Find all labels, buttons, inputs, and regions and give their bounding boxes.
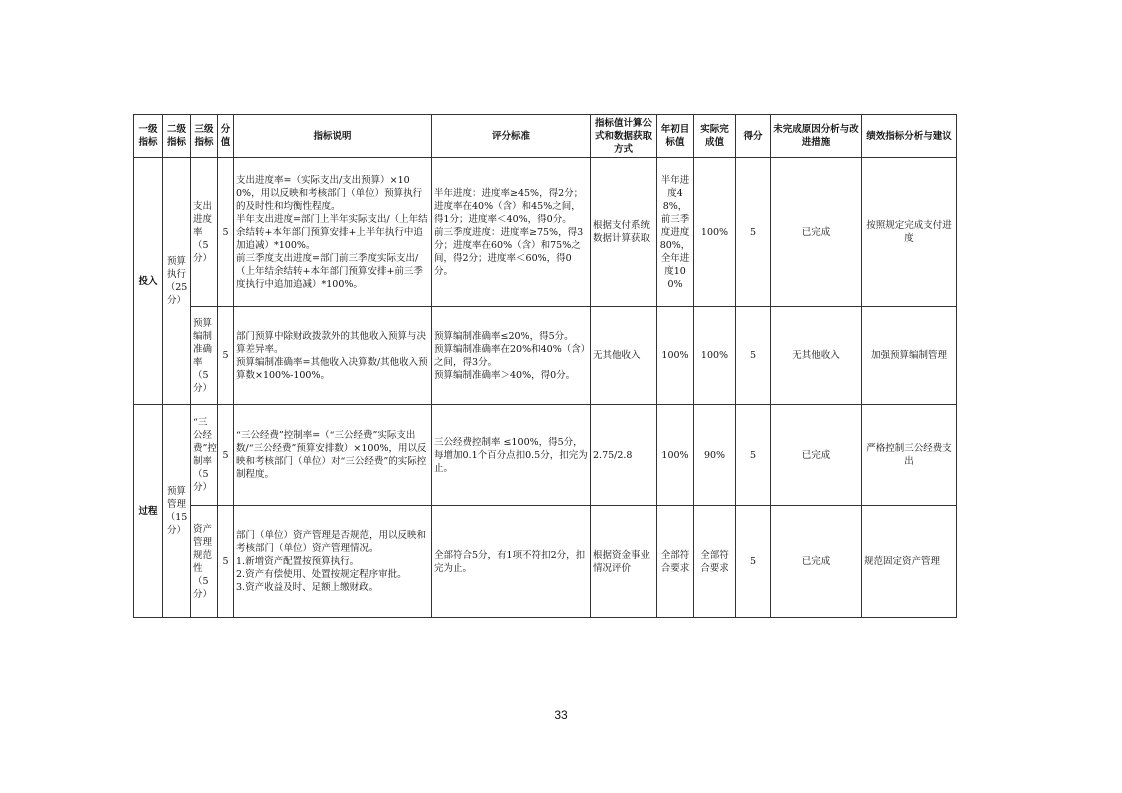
analysis-cell: 加强预算编制管理 [862,307,957,405]
criteria-cell: 预算编制准确率≤20%，得5分。 预算编制准确率在20%和40%（含）之间，得3分。 预算编制准确率＞40%，得0分。 [432,307,591,405]
header-level1: 一级指标 [134,115,163,158]
performance-table [133,114,957,618]
header-level3: 三级指标 [191,115,218,158]
table-row [134,405,957,506]
table-row [134,506,957,618]
analysis-cell: 严格控制三公经费支出 [862,405,957,506]
score-value-cell: 5 [218,405,234,506]
description-cell: 支出进度率=（实际支出/支出预算）×100%，用以反映和考核部门（单位）预算执行的及时性和均衡性程度。 半年支出进度=部门上半年实际支出/（上年结余结转+本年部门预算安排+上半年执行中追加追减）*100%。 前三季度支出进度=部门前三季度实际支出/（上年结余结转+本年部门预算安排+前三季度执行中追加追减）*100%。 [234,158,432,307]
reason-cell: 已完成 [771,405,862,506]
description-cell: 部门预算中除财政拨款外的其他收入预算与决算差异率。 预算编制准确率=其他收入决算数/其他收入预算数×100%-100%。 [234,307,432,405]
score-value-cell: 5 [218,307,234,405]
level2-cell: 预算管理（15分） [163,405,191,618]
score-cell: 5 [736,506,771,618]
level3-cell: “三公经费”控制率（5分） [191,405,218,506]
score-cell: 5 [736,405,771,506]
header-reason: 未完成原因分析与改进措施 [771,115,862,158]
table-header-row [134,115,957,158]
score-value-cell: 5 [218,506,234,618]
target-cell: 100% [657,405,694,506]
actual-cell: 100% [694,307,736,405]
target-cell: 100% [657,307,694,405]
criteria-cell: 三公经费控制率 ≤100%，得5分，每增加0.1个百分点扣0.5分，扣完为止。 [432,405,591,506]
header-criteria: 评分标准 [432,115,591,158]
target-cell: 全部符合要求 [657,506,694,618]
calc-method-cell: 2.75/2.8 [591,405,657,506]
table-row [134,307,957,405]
header-score-value: 分值 [218,115,234,158]
criteria-cell: 全部符合5分，有1项不符扣2分，扣完为止。 [432,506,591,618]
score-cell: 5 [736,158,771,307]
actual-cell: 100% [694,158,736,307]
level3-cell: 预算编制准确率（5分） [191,307,218,405]
header-analysis: 绩效指标分析与建议 [862,115,957,158]
description-cell: 部门（单位）资产管理是否规范，用以反映和考核部门（单位）资产管理情况。 1.新增资产配置按预算执行。 2.资产有偿使用、处置按规定程序审批。 3.资产收益及时、足额上缴财政。 [234,506,432,618]
level3-cell: 支出进度率（5分） [191,158,218,307]
criteria-cell: 半年进度：进度率≥45%，得2分；进度率在40%（含）和45%之间，得1分；进度率＜40%，得0分。 前三季度进度：进度率≥75%，得3分；进度率在60%（含）和75%之间，得2分；进度率＜60%，得0分。 [432,158,591,307]
header-calc-method: 指标值计算公式和数据获取方式 [591,115,657,158]
header-initial-target: 年初目标值 [657,115,694,158]
header-description: 指标说明 [234,115,432,158]
level3-cell: 资产管理规范性（5分） [191,506,218,618]
reason-cell: 已完成 [771,158,862,307]
calc-method-cell: 无其他收入 [591,307,657,405]
description-cell: “三公经费”控制率=（“三公经费”实际支出数/“三公经费”预算安排数）×100%，用以反映和考核部门（单位）对“三公经费”的实际控制程度。 [234,405,432,506]
score-cell: 5 [736,307,771,405]
analysis-cell: 按照规定完成支付进度 [862,158,957,307]
level2-cell: 预算执行（25分） [163,158,191,405]
table-row [134,158,957,307]
target-cell: 半年进度48%，前三季度进度80%，全年进度100% [657,158,694,307]
score-value-cell: 5 [218,158,234,307]
reason-cell: 无其他收入 [771,307,862,405]
analysis-cell: 规范固定资产管理 [862,506,957,618]
level1-cell: 过程 [134,405,163,618]
calc-method-cell: 根据支付系统数据计算获取 [591,158,657,307]
reason-cell: 已完成 [771,506,862,618]
actual-cell: 全部符合要求 [694,506,736,618]
header-actual: 实际完成值 [694,115,736,158]
page-number: 33 [554,708,568,722]
header-score: 得分 [736,115,771,158]
calc-method-cell: 根据资金事业情况评价 [591,506,657,618]
actual-cell: 90% [694,405,736,506]
level1-cell: 投入 [134,158,163,405]
header-level2: 二级指标 [163,115,191,158]
